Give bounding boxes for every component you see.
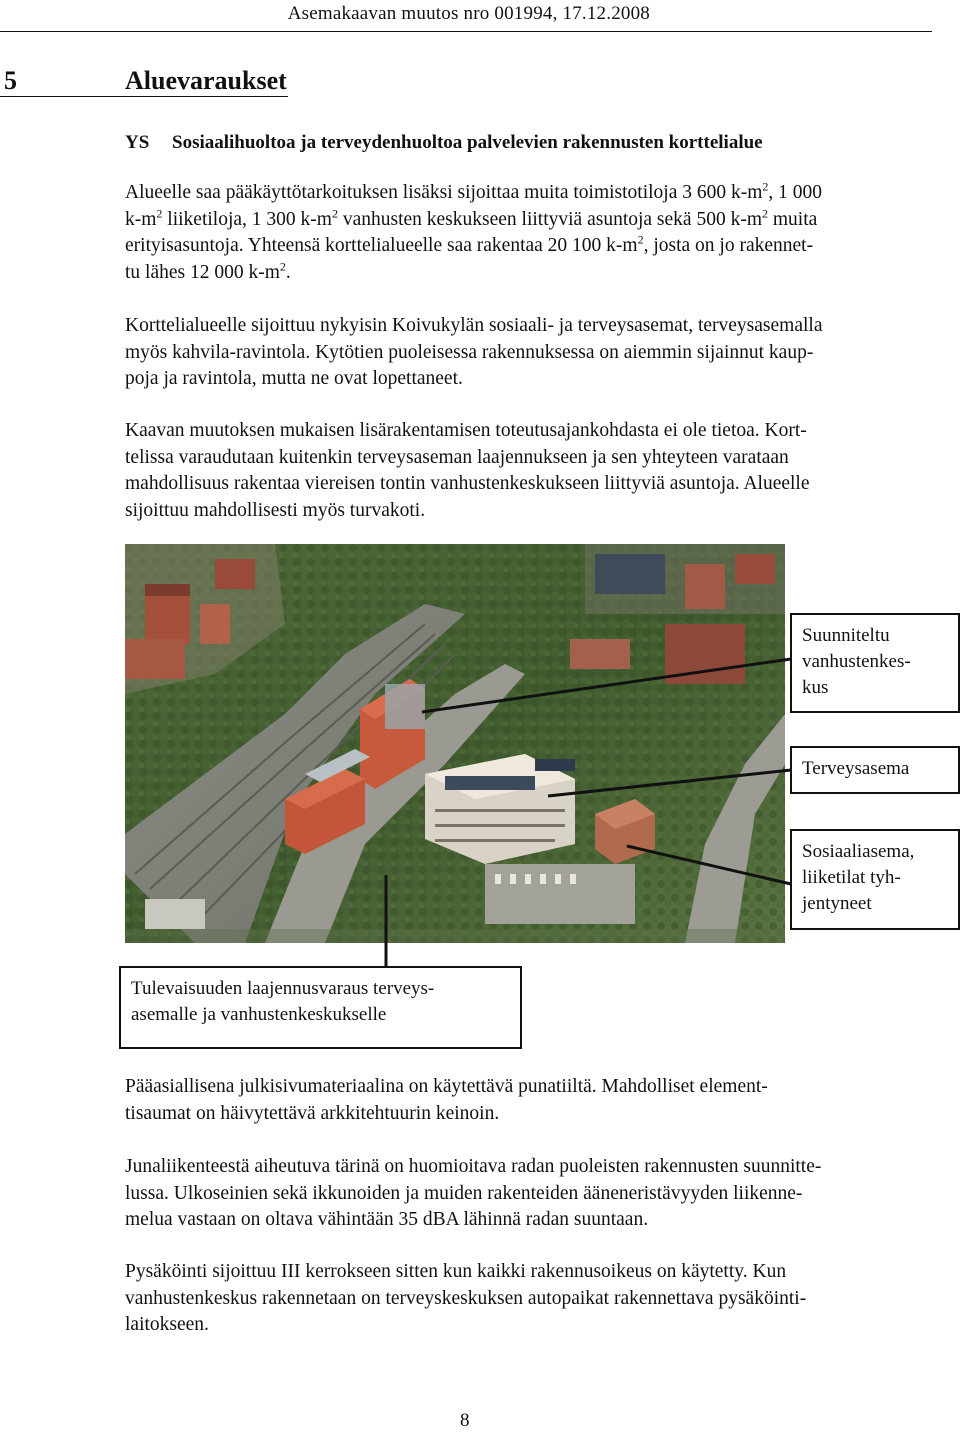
paragraph-line: mahdollisuus rakentaa viereisen tontin vanhustenkeskukseen liittyviä asuntoja. Alueelle: [125, 473, 810, 494]
section-underline: [0, 96, 288, 97]
paragraph-line: vanhustenkeskus rakennetaan on terveyskeskuksen autopaikat rakennettava pysäköinti-: [125, 1287, 807, 1309]
paragraph-line: erityisasuntoja. Yhteensä korttelialueelle saa rakentaa 20 100 $k-m^2$, josta on jo rakennet-: [125, 232, 814, 256]
callout-terveysasema: [790, 746, 960, 794]
callout-line: vanhustenkes-: [802, 651, 911, 672]
callout-sosiaaliasema: [790, 829, 960, 930]
paragraph-line: Alueelle saa pääkäyttötarkoituksen lisäksi sijoittaa muita toimistotiloja 3 600 $k-m^2$, 1 000: [125, 179, 823, 203]
page-number: 8: [460, 1410, 470, 1431]
paragraph-line: poja ja ravintola, mutta ne ovat lopettaneet.: [125, 368, 463, 389]
paragraph-facade-material: [125, 1074, 935, 1127]
callout-line: Sosiaaliasema,: [802, 841, 915, 862]
paragraph-parking: [125, 1259, 935, 1339]
callout-vanhustenkeskus: [790, 613, 960, 713]
paragraph-line: laitokseen.: [125, 1314, 209, 1335]
paragraph-line: Kaavan muutoksen mukaisen lisärakentamisen toteutusajankohdasta ei ole tietoa. Kort-: [125, 420, 807, 441]
aerial-photo: [125, 544, 785, 943]
callout-tulevaisuus: [119, 966, 522, 1049]
paragraph-vibration-noise: [125, 1154, 935, 1234]
paragraph-current-use: [125, 313, 935, 393]
callout-line: jentyneet: [802, 893, 872, 914]
callout-line: Suunniteltu: [802, 625, 890, 646]
header-document-title: Asemakaavan muutos nro 001994, 17.12.2008: [287, 3, 650, 24]
callout-line: kus: [802, 677, 829, 698]
paragraph-line: lussa. Ulkoseinien sekä ikkunoiden ja muiden rakenteiden ääneneristävyyden liikenne-: [125, 1182, 803, 1204]
header-rule: [0, 31, 932, 32]
paragraph-line: $k-m^2$ liiketiloja, 1 300 $k-m^2$ vanhusten keskukseen liittyviä asuntoja sekä 500 $k-m^2$ muita: [125, 206, 818, 230]
paragraph-line: sijoittuu mahdollisesti myös turvakoti.: [125, 499, 426, 521]
paragraph-line: myös kahvila-ravintola. Kytötien puoleisessa rakennuksessa on aiemmin sijainnut kaup-: [125, 341, 814, 363]
callout-line: Tulevaisuuden laajennusvaraus terveys-: [131, 978, 435, 999]
section-title: Aluevaraukset: [125, 66, 287, 95]
block-code: YS: [125, 132, 150, 153]
aerial-photo-illustration: [125, 544, 785, 943]
paragraph-line: Junaliikenteestä aiheutuva tärinä on huomioitava radan puoleisten rakennusten suunnitte-: [125, 1156, 822, 1177]
paragraph-line: Pääasiallisena julkisivumateriaalina on käytettävä punatiiltä. Mahdolliset element-: [125, 1076, 768, 1097]
paragraph-line: tisaumat on häivytettävä arkkitehtuurin keinoin.: [125, 1102, 500, 1124]
callout-line: Terveysasema: [802, 758, 910, 779]
callout-line: asemalle ja vanhustenkeskukselle: [131, 1004, 387, 1025]
section-number: 5: [4, 66, 17, 95]
paragraph-line: melua vastaan on oltava vähintään 35 dBA lähinnä radan suuntaan.: [125, 1209, 649, 1230]
paragraph-line: Korttelialueelle sijoittuu nykyisin Koivukylän sosiaali- ja terveysasemat, terveysasemalla: [125, 315, 823, 336]
paragraph-schedule: [125, 418, 935, 524]
paragraph-line: Pysäköinti sijoittuu III kerrokseen sitten kun kaikki rakennusoikeus on käytetty. Kun: [125, 1261, 787, 1282]
block-title: Sosiaalihuoltoa ja terveydenhuoltoa palvelevien rakennusten korttelialue: [172, 132, 763, 153]
paragraph-line: telissa varaudutaan kuitenkin terveysaseman laajennukseen ja sen yhteyteen varataan: [125, 446, 789, 468]
paragraph-land-use: [125, 180, 935, 286]
callout-line: liiketilat tyh-: [802, 867, 901, 888]
paragraph-line: tu lähes 12 000 $k-m^2$.: [125, 259, 291, 283]
